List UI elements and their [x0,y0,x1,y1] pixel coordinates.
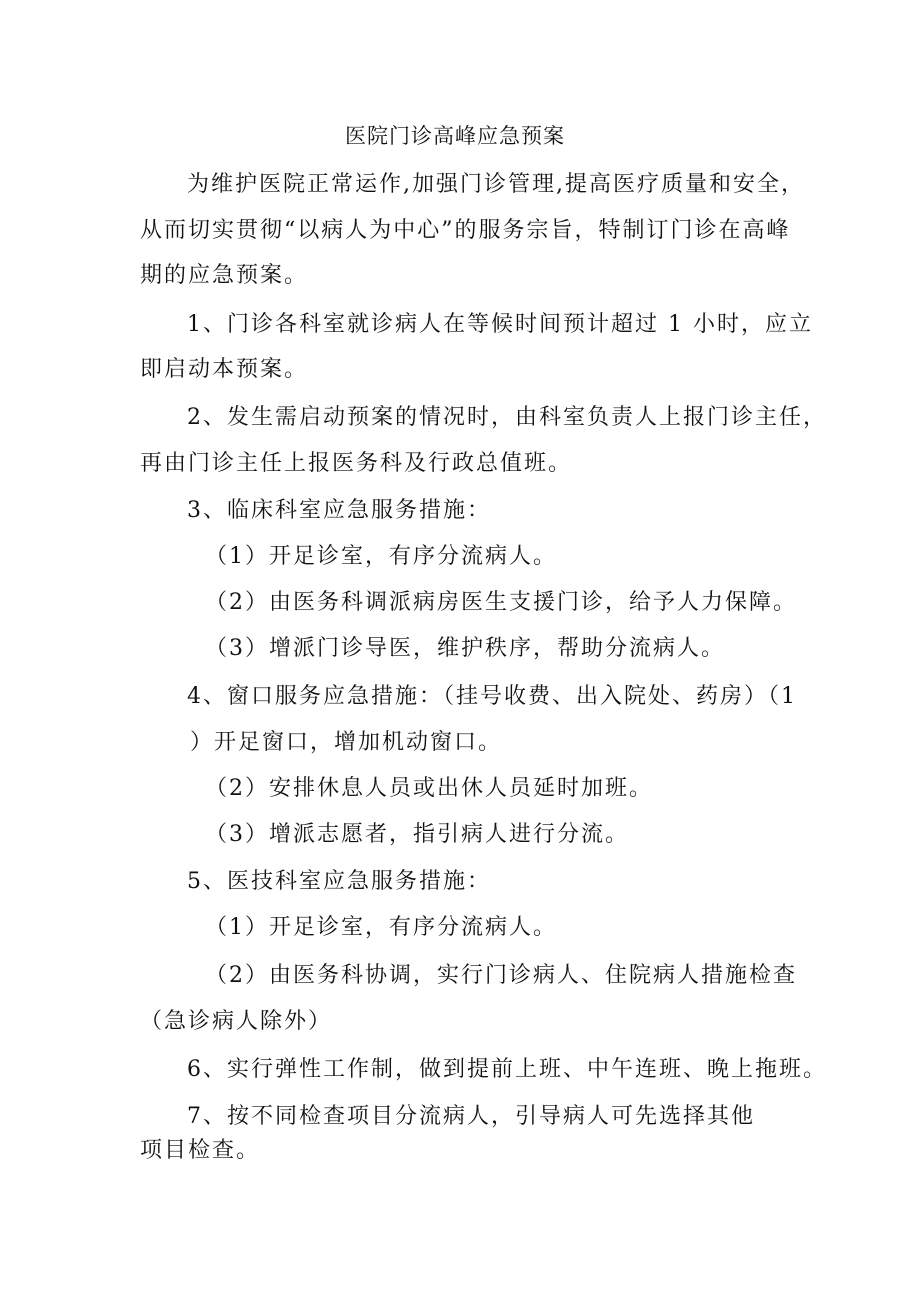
item-3-sub-2: （2）由医务科调派病房医生支援门诊，给予人力保障。 [205,590,797,615]
item-1-line-2: 即启动本预案。 [140,357,309,382]
item-4-line-2: ）开足窗口，增加机动窗口。 [190,730,503,755]
item-4-sub-2: （2）安排休息人员或出休人员延时加班。 [205,776,653,801]
item-7-line-1: 7、按不同检查项目分流病人，引导病人可先选择其他 [187,1104,755,1129]
document-title: 医院门诊高峰应急预案 [345,124,565,148]
item-1-line-1: 1、门诊各科室就诊病人在等候时间预计超过 1 小时，应立 [187,312,813,337]
item-5-sub-2-line-1: （2）由医务科协调，实行门诊病人、住院病人措施检查 [205,963,797,988]
item-2-line-1: 2、发生需启动预案的情况时，由科室负责人上报门诊主任， [187,405,827,430]
item-3-heading: 3、临床科室应急服务措施： [187,498,491,523]
item-5-sub-2-line-2: （急诊病人除外） [140,1009,333,1034]
intro-line-1: 为维护医院正常运作,加强门诊管理,提高医疗质量和安全， [187,172,805,197]
item-3-sub-3: （3）增派门诊导医，维护秩序，帮助分流病人。 [205,636,725,661]
item-4-sub-3: （3）增派志愿者，指引病人进行分流。 [205,822,629,847]
item-6-line-1: 6、实行弹性工作制，做到提前上班、中午连班、晚上拖班。 [187,1057,827,1082]
intro-line-2: 从而切实贯彻“以病人为中心”的服务宗旨，特制订门诊在高峰 [140,218,791,243]
item-7-line-2: 项目检查。 [140,1138,261,1163]
intro-line-3: 期的应急预案。 [140,263,309,288]
item-5-heading: 5、医技科室应急服务措施： [187,869,491,894]
item-4-heading: 4、窗口服务应急措施：（挂号收费、出入院处、药房）（1 [187,684,797,709]
item-5-sub-1: （1）开足诊室，有序分流病人。 [205,915,557,940]
item-3-sub-1: （1）开足诊室，有序分流病人。 [205,544,557,569]
item-2-line-2: 再由门诊主任上报医务科及行政总值班。 [140,451,573,476]
